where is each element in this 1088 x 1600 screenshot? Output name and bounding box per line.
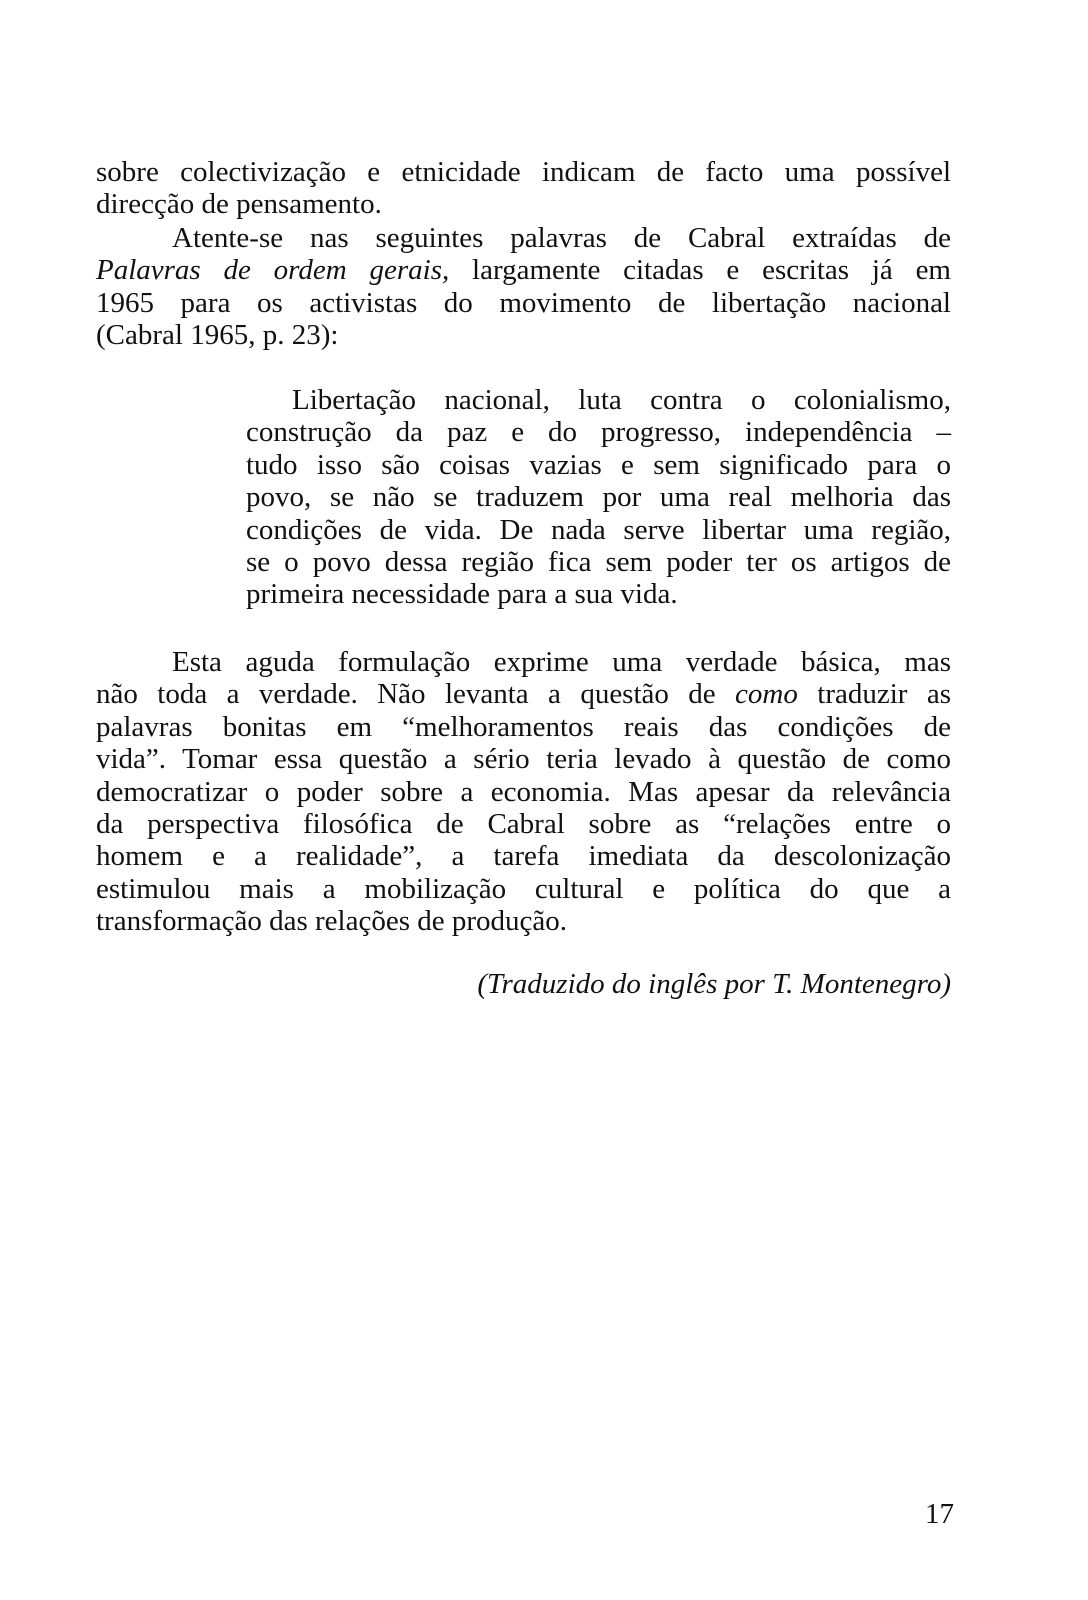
- paragraph-3-line-1: Esta aguda formulação exprime uma verdade básica, mas: [172, 646, 951, 678]
- paragraph-3-line-7: homem e a realidade”, a tarefa imediata da descolonização: [96, 840, 951, 873]
- paragraph-2-line-1: Atente-se nas seguintes palavras de Cabral extraídas de: [172, 222, 951, 254]
- quote-line-3: tudo isso são coisas vazias e sem significado para o: [246, 448, 951, 481]
- paragraph-3-line-5: democratizar o poder sobre a economia. Mas apesar da relevância: [96, 775, 951, 808]
- paragraph-1: [96, 156, 951, 221]
- paragraph-3-line-6: da perspectiva filosófica de Cabral sobre as “relações entre o: [96, 808, 951, 841]
- paragraph-2-line-4: (Cabral 1965, p. 23):: [96, 319, 339, 352]
- paragraph-3-line-2-after: traduzir as: [797, 678, 951, 711]
- paragraph-3-line-9: transformação das relações de produção.: [96, 905, 568, 938]
- paragraph-3-line-2: [96, 678, 951, 710]
- emphasis-como: como: [735, 678, 798, 711]
- page-number: 17: [925, 1498, 954, 1530]
- paragraph-3-line-3: palavras bonitas em “melhoramentos reais das condições de: [96, 710, 951, 743]
- book-title: Palavras de ordem gerais,: [96, 254, 450, 287]
- paragraph-3-line-8: estimulou mais a mobilização cultural e política do que a: [96, 872, 951, 905]
- translator-note: (Traduzido do inglês por T. Montenegro): [477, 968, 951, 1000]
- quote-line-2: construção da paz e do progresso, independência –: [246, 416, 951, 449]
- quote-line-4: povo, se não se traduzem por uma real melhoria das: [246, 481, 951, 514]
- paragraph-2-line-3: 1965 para os activistas do movimento de libertação nacional: [96, 286, 951, 319]
- quote-line-6: se o povo dessa região fica sem poder ter os artigos de: [246, 546, 951, 579]
- quote-line-5: condições de vida. De nada serve libertar uma região,: [246, 513, 951, 546]
- paragraph-2: [96, 222, 951, 352]
- block-quote: [246, 384, 951, 611]
- paragraph-3: [96, 646, 951, 938]
- paragraph-3-line-2-before: não toda a verdade. Não levanta a questão de: [96, 678, 736, 711]
- paragraph-1-line-1: sobre colectivização e etnicidade indicam de facto uma possível: [96, 156, 951, 188]
- quote-line-7: primeira necessidade para a sua vida.: [246, 578, 678, 611]
- paragraph-2-line-2-rest: largamente citadas e escritas já em: [449, 254, 951, 287]
- quote-line-1: Libertação nacional, luta contra o colonialismo,: [292, 384, 951, 416]
- paragraph-2-line-2: [96, 254, 951, 286]
- paragraph-1-line-2: direcção de pensamento.: [96, 188, 382, 221]
- paragraph-3-line-4: vida”. Tomar essa questão a sério teria levado à questão de como: [96, 743, 951, 776]
